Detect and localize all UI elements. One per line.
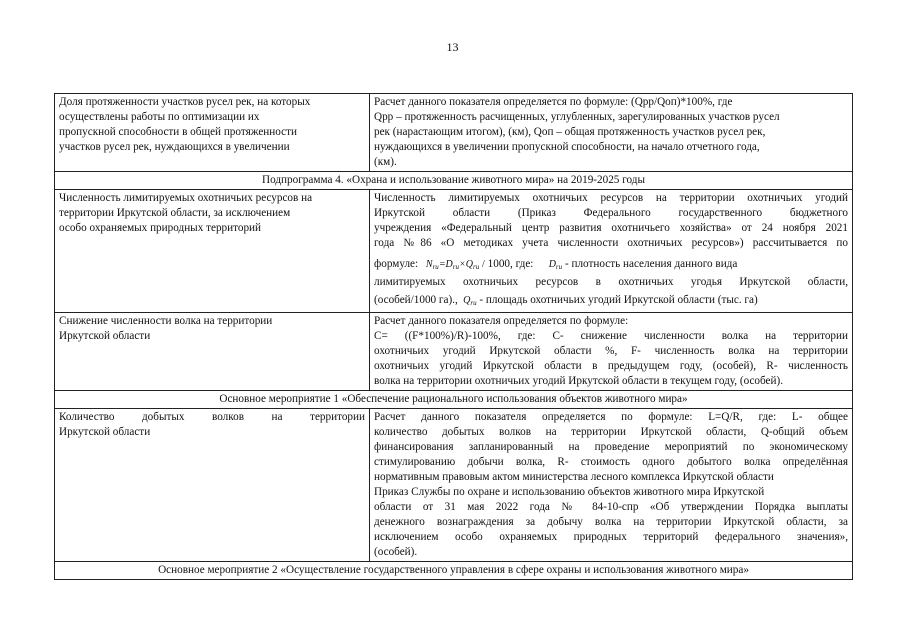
q-description: - площадь охотничьих угодий Иркутской области (тыс. га) <box>479 294 758 306</box>
indicator-name-cell <box>55 94 370 172</box>
calculation-method-cell <box>370 409 853 562</box>
method-line: учреждения «Федеральный центр развития охотничьего хозяйства» от 24 ноября 2021 <box>374 222 848 234</box>
method-line: Иркутской области (Приказ Федерального государственного бюджетного <box>374 207 848 219</box>
method-line: (особей). <box>374 546 418 558</box>
section-heading: Основное мероприятие 1 «Обеспечение рационального использования объектов животного мира» <box>55 391 853 409</box>
method-line: Расчет данного показателя определяется по формуле: <box>374 315 629 327</box>
indicator-name-line: участков русел рек, нуждающихся в увеличении <box>59 141 290 153</box>
indicator-name-line: Доля протяженности участков русел рек, на которых <box>59 96 311 108</box>
method-line: охотничьих угодий Иркутской области в предыдущем году, (особей), R- численность <box>374 360 848 372</box>
table-row <box>55 409 853 562</box>
area-line <box>374 293 848 311</box>
method-line: (км). <box>374 156 397 168</box>
calculation-method-cell <box>370 313 853 391</box>
section-heading: Основное мероприятие 2 «Осуществление государственного управления в сфере охраны и использования животного мира» <box>55 562 853 580</box>
indicator-name-line: Количество добытых волков на территории <box>59 411 365 423</box>
method-line: C= ((F*100%)/R)-100%, где: С- снижение численности волка на территории <box>374 330 848 342</box>
method-line: охотничьих угодий Иркутской области %, F- численность волка на территории <box>374 345 848 357</box>
indicator-name-line: Численность лимитируемых охотничьих ресурсов на <box>59 192 313 204</box>
indicator-name-line: пропускной способности в общей протяженности <box>59 126 297 138</box>
method-line: Приказ Службы по охране и использованию объектов животного мира Иркутской <box>374 486 765 498</box>
indicator-name-line: Снижение численности волка на территории <box>59 315 273 327</box>
method-line: Qрр – протяженность расчищенных, углубленных, зарегулированных участков русел <box>374 111 780 123</box>
method-line: Численность лимитируемых охотничьих ресурсов на территории охотничьих угодий <box>374 192 848 204</box>
method-line: нуждающихся в увеличении пропускной способности, на начало отчетного года, <box>374 141 760 153</box>
indicator-name-cell <box>55 409 370 562</box>
table-row <box>55 190 853 313</box>
formula-after: 1000, где: <box>487 258 534 270</box>
method-line: финансирования запланированный на проведение мероприятий по экономическому <box>374 441 848 453</box>
table-row <box>55 172 853 190</box>
method-line: денежного вознаграждения за добычу волка на территории Иркутской области, за <box>374 516 848 528</box>
indicator-name-line: особо охраняемых природных территорий <box>59 222 262 234</box>
method-line: нормативным правовым актом министерства лесного комплекса Иркутской области <box>374 471 774 483</box>
method-line: области от 31 мая 2022 года № 84-10-спр «Об утверждении Порядка выплаты <box>374 501 848 513</box>
d-symbol: $D_{ru}$ <box>536 259 563 271</box>
formula-line <box>374 257 848 275</box>
section-heading: Подпрограмма 4. «Охрана и использование животного мира» на 2019-2025 годы <box>55 172 853 190</box>
method-line: лимитируемых охотничьих ресурсов в охотничьих угодья Иркутской области, <box>374 276 848 288</box>
indicator-name-line: территории Иркутской области, за исключением <box>59 207 291 219</box>
table-row <box>55 313 853 391</box>
q-symbol: $Q_{ru}$ <box>460 295 477 307</box>
units-prefix: (особей/1000 га)., <box>374 294 458 306</box>
calculation-method-cell <box>370 190 853 313</box>
indicators-table <box>54 93 853 580</box>
d-description: - плотность населения данного вида <box>564 258 738 270</box>
indicator-name-line: Иркутской области <box>59 426 151 438</box>
method-line: волка на территории охотничьих угодий Иркутской области в текущем году, (особей). <box>374 375 784 387</box>
table-row <box>55 94 853 172</box>
indicator-name-line: Иркутской области <box>59 330 151 342</box>
method-line: Расчет данного показателя определяется по формуле: (Qрр/Qоп)*100%, где <box>374 96 733 108</box>
method-line: рек (нарастающим итогом), (км), Qоп – общая протяженность участков русел рек, <box>374 126 766 138</box>
formula-divider: / <box>482 259 485 270</box>
method-line: года №86 «О методиках учета численности охотничьих ресурсов») рассчитывается по <box>374 237 848 249</box>
method-line: количество добытых волков на территории Иркутской области, Q-общий объем <box>374 426 848 438</box>
table-row <box>55 562 853 580</box>
indicator-name-cell <box>55 190 370 313</box>
table-row <box>55 391 853 409</box>
method-line: исключением особо охраняемых природных территорий федерального значения», <box>374 531 848 543</box>
method-line: Расчет данного показателя определяется по формуле: L=Q/R, где: L- общее <box>374 411 848 423</box>
formula-prefix: формуле: <box>374 258 419 270</box>
method-line: стимулированию добычи волка, R- стоимость одного добытого волка определённая <box>374 456 848 468</box>
calculation-method-cell <box>370 94 853 172</box>
page-number: 13 <box>446 40 459 54</box>
density-formula: $N_{ru}=D_{ru}\times Q_{ru}$ <box>420 259 480 271</box>
indicator-name-cell <box>55 313 370 391</box>
indicator-name-line: осуществлены работы по оптимизации их <box>59 111 260 123</box>
